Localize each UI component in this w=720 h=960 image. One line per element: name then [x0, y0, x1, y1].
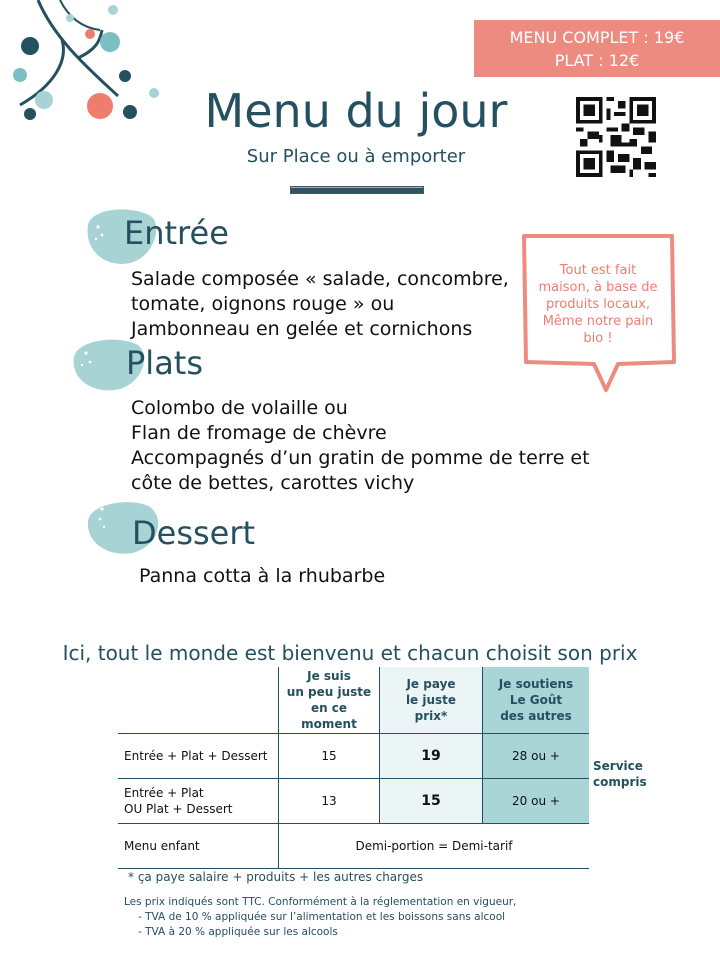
row-label-line: OU Plat + Dessert	[124, 802, 233, 816]
header-line: le juste	[405, 693, 457, 707]
entree-line: Jambonneau en gelée et cornichons	[131, 318, 473, 340]
price-support: 28 ou +	[483, 734, 590, 779]
section-title-plats: Plats	[126, 344, 204, 382]
price-table	[118, 667, 589, 869]
section-title-dessert: Dessert	[132, 514, 256, 552]
bubble-line: produits locaux,	[545, 297, 651, 312]
plats-line: Colombo de volaille ou	[131, 397, 348, 419]
price-low: 13	[279, 779, 380, 824]
header-line: des autres	[500, 709, 572, 723]
row-label	[118, 734, 279, 779]
header-line: Je paye	[406, 677, 456, 691]
header-line: en ce moment	[301, 701, 357, 731]
bubble-line: bio !	[583, 331, 613, 346]
legal-item: - TVA de 10 % appliquée sur l’alimentation et les boissons sans alcool	[138, 911, 506, 923]
header-low	[279, 667, 380, 734]
legal-item: - TVA à 20 % appliquée sur les alcools	[138, 926, 338, 938]
service-included	[593, 758, 647, 790]
legal-intro: Les prix indiqués sont TTC. Conformément à la réglementation en vigueur,	[124, 896, 517, 908]
row-label-line: Entrée + Plat	[124, 786, 204, 800]
title-divider	[290, 186, 424, 194]
plats-items	[131, 396, 590, 496]
header-line: Je suis	[307, 669, 351, 683]
kids-label: Menu enfant	[118, 824, 279, 869]
main-only-price: PLAT : 12€	[554, 51, 640, 70]
plats-line: côte de bettes, carottes vichy	[131, 472, 415, 494]
price-low: 15	[279, 734, 380, 779]
bubble-line: maison, à base de	[538, 280, 658, 295]
price-fair: 15	[380, 779, 483, 824]
bubble-line: Tout est fait	[559, 263, 637, 278]
section-title-entree: Entrée	[124, 214, 229, 252]
header-line: prix*	[414, 709, 448, 723]
dessert-items	[139, 564, 385, 589]
page-subtitle: Sur Place ou à emporter	[246, 146, 466, 167]
entree-line: tomate, oignons rouge » ou	[131, 293, 395, 315]
header-line: Je soutiens	[498, 677, 574, 691]
service-line: compris	[593, 775, 647, 789]
table-row	[118, 734, 589, 779]
table-header-row	[118, 667, 589, 734]
table-row-kids	[118, 824, 589, 869]
header-line: un peu juste	[286, 685, 372, 699]
empty-cell	[118, 667, 279, 734]
table-row	[118, 779, 589, 824]
entree-line: Salade composée « salade, concombre,	[131, 268, 509, 290]
dessert-line: Panna cotta à la rhubarbe	[139, 565, 386, 587]
service-line: Service	[593, 759, 643, 773]
price-fair: 19	[380, 734, 483, 779]
speech-bubble-text	[530, 262, 666, 347]
row-label	[118, 779, 279, 824]
footnote: * ça paye salaire + produits + les autres charges	[128, 870, 424, 884]
price-banner	[474, 20, 720, 77]
header-line: Le Goût	[509, 693, 563, 707]
tagline: Ici, tout le monde est bienvenu et chacun choisit son prix	[62, 641, 638, 665]
full-menu-price: MENU COMPLET : 19€	[509, 28, 685, 47]
entree-items	[131, 267, 509, 342]
header-fair	[380, 667, 483, 734]
plats-line: Accompagnés d’un gratin de pomme de terre et	[131, 447, 590, 469]
page-title: Menu du jour	[204, 84, 508, 138]
row-label-line: Entrée + Plat + Dessert	[124, 749, 268, 763]
bubble-line: Même notre pain	[542, 314, 654, 329]
kids-value: Demi-portion = Demi-tarif	[279, 824, 590, 869]
legal-notice	[124, 895, 516, 940]
price-support: 20 ou +	[483, 779, 590, 824]
header-support	[483, 667, 590, 734]
plats-line: Flan de fromage de chèvre	[131, 422, 387, 444]
